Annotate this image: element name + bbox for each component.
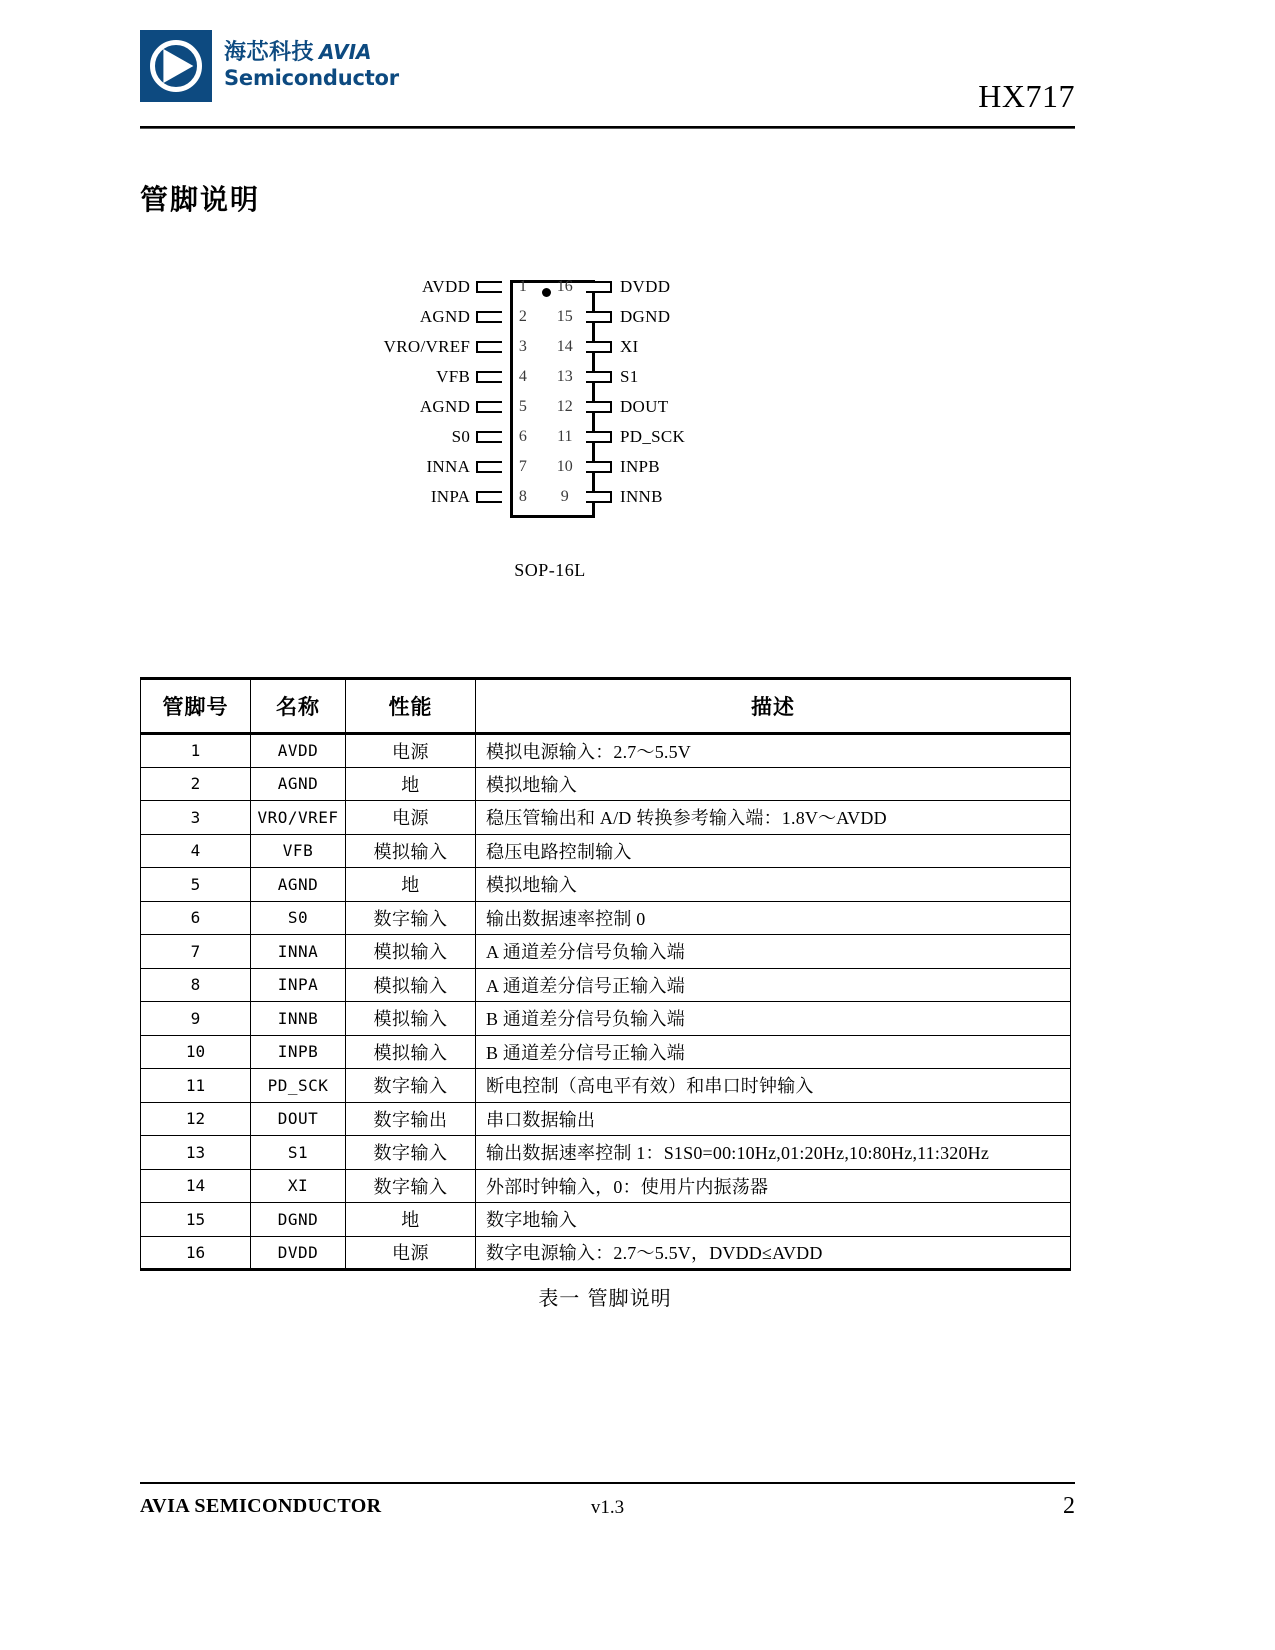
cell-pin-function: 电源 bbox=[346, 734, 476, 768]
column-header-description: 描述 bbox=[476, 679, 1071, 734]
pin-label-left: VFB bbox=[436, 367, 471, 386]
cell-pin-function: 模拟输入 bbox=[346, 968, 476, 1002]
cell-pin-name: VFB bbox=[251, 834, 346, 868]
cell-pin-function: 数字输入 bbox=[346, 901, 476, 935]
cell-pin-number: 12 bbox=[141, 1102, 251, 1136]
table-row bbox=[141, 834, 1071, 868]
table-row bbox=[141, 1169, 1071, 1203]
cell-pin-description: 稳压电路控制输入 bbox=[476, 834, 1071, 868]
cell-pin-name: AVDD bbox=[251, 734, 346, 768]
pin-label-left: VRO/VREF bbox=[383, 337, 471, 356]
pin-label-right: INPB bbox=[619, 457, 660, 476]
cell-pin-function: 地 bbox=[346, 868, 476, 902]
logo-semiconductor-text: Semiconductor bbox=[224, 66, 399, 91]
cell-pin-function: 数字输入 bbox=[346, 1169, 476, 1203]
cell-pin-number: 2 bbox=[141, 767, 251, 801]
pin-number-right: 13 bbox=[556, 368, 573, 385]
table-row bbox=[141, 1203, 1071, 1237]
pin-label-left: AGND bbox=[419, 307, 471, 326]
table-row bbox=[141, 1069, 1071, 1103]
table-row bbox=[141, 1102, 1071, 1136]
footer-company: AVIA SEMICONDUCTOR bbox=[140, 1495, 382, 1517]
table-row bbox=[141, 1035, 1071, 1069]
table-row bbox=[141, 801, 1071, 835]
logo-wordmark bbox=[224, 41, 399, 90]
table-row bbox=[141, 734, 1071, 768]
cell-pin-function: 地 bbox=[346, 767, 476, 801]
pin-label-left: AVDD bbox=[422, 277, 471, 296]
cell-pin-number: 1 bbox=[141, 734, 251, 768]
cell-pin-name: S0 bbox=[251, 901, 346, 935]
cell-pin-number: 5 bbox=[141, 868, 251, 902]
pin-number-right: 10 bbox=[556, 458, 573, 475]
pin-number-left: 7 bbox=[518, 458, 527, 475]
cell-pin-description: 稳压管输出和 A/D 转换参考输入端：1.8V～AVDD bbox=[476, 801, 1071, 835]
cell-pin-number: 13 bbox=[141, 1136, 251, 1170]
pin-number-right: 16 bbox=[556, 278, 573, 295]
pin-lead-right-icon bbox=[586, 461, 612, 473]
table-caption: 表一 管脚说明 bbox=[538, 1286, 672, 1310]
pin-number-right: 11 bbox=[557, 428, 573, 445]
cell-pin-function: 模拟输入 bbox=[346, 834, 476, 868]
pin-lead-right-icon bbox=[586, 371, 612, 383]
cell-pin-number: 15 bbox=[141, 1203, 251, 1237]
cell-pin-number: 10 bbox=[141, 1035, 251, 1069]
cell-pin-description: A 通道差分信号负输入端 bbox=[476, 935, 1071, 969]
pin-number-right: 14 bbox=[556, 338, 573, 355]
company-logo bbox=[140, 30, 399, 102]
cell-pin-description: 数字电源输入：2.7～5.5V，DVDD≤AVDD bbox=[476, 1236, 1071, 1270]
pin-lead-left-icon bbox=[476, 371, 502, 383]
pin-number-left: 2 bbox=[518, 308, 527, 325]
cell-pin-description: 断电控制（高电平有效）和串口时钟输入 bbox=[476, 1069, 1071, 1103]
cell-pin-number: 11 bbox=[141, 1069, 251, 1103]
pin-label-right: XI bbox=[619, 337, 639, 356]
pin-label-right: DOUT bbox=[619, 397, 669, 416]
page-footer bbox=[140, 1495, 1075, 1529]
pin-lead-left-icon bbox=[476, 491, 502, 503]
package-pinout-diagram bbox=[340, 272, 760, 580]
cell-pin-function: 模拟输入 bbox=[346, 935, 476, 969]
pin-lead-right-icon bbox=[586, 311, 612, 323]
pin-lead-left-icon bbox=[476, 341, 502, 353]
page-title: 管脚说明 bbox=[140, 183, 261, 216]
pin-label-left: AGND bbox=[419, 397, 471, 416]
cell-pin-function: 数字输入 bbox=[346, 1136, 476, 1170]
table-row bbox=[141, 1002, 1071, 1036]
table-body bbox=[141, 734, 1071, 1270]
table-row bbox=[141, 767, 1071, 801]
cell-pin-number: 6 bbox=[141, 901, 251, 935]
cell-pin-number: 4 bbox=[141, 834, 251, 868]
cell-pin-name: AGND bbox=[251, 868, 346, 902]
cell-pin-description: 外部时钟输入，0：使用片内振荡器 bbox=[476, 1169, 1071, 1203]
cell-pin-description: 输出数据速率控制 1：S1S0=00:10Hz,01:20Hz,10:80Hz,11:320Hz bbox=[476, 1136, 1071, 1170]
pin-lead-right-icon bbox=[586, 491, 612, 503]
cell-pin-number: 8 bbox=[141, 968, 251, 1002]
table-header-row bbox=[141, 679, 1071, 734]
cell-pin-name: PD_SCK bbox=[251, 1069, 346, 1103]
table-row bbox=[141, 935, 1071, 969]
cell-pin-name: INNA bbox=[251, 935, 346, 969]
pin-lead-right-icon bbox=[586, 431, 612, 443]
cell-pin-function: 地 bbox=[346, 1203, 476, 1237]
cell-pin-name: DOUT bbox=[251, 1102, 346, 1136]
cell-pin-description: 串口数据输出 bbox=[476, 1102, 1071, 1136]
cell-pin-description: 输出数据速率控制 0 bbox=[476, 901, 1071, 935]
pin-number-left: 3 bbox=[518, 338, 527, 355]
cell-pin-function: 模拟输入 bbox=[346, 1035, 476, 1069]
cell-pin-number: 16 bbox=[141, 1236, 251, 1270]
footer-version: v1.3 bbox=[590, 1497, 625, 1518]
table-row bbox=[141, 901, 1071, 935]
cell-pin-description: B 通道差分信号负输入端 bbox=[476, 1002, 1071, 1036]
pin-lead-left-icon bbox=[476, 461, 502, 473]
pin-number-left: 6 bbox=[518, 428, 527, 445]
pin-label-right: DGND bbox=[619, 307, 671, 326]
cell-pin-description: 模拟地输入 bbox=[476, 767, 1071, 801]
cell-pin-description: A 通道差分信号正输入端 bbox=[476, 968, 1071, 1002]
cell-pin-name: DVDD bbox=[251, 1236, 346, 1270]
pin-label-right: S1 bbox=[619, 367, 639, 386]
cell-pin-function: 数字输出 bbox=[346, 1102, 476, 1136]
pin-number-right: 15 bbox=[556, 308, 573, 325]
pin-number-left: 5 bbox=[518, 398, 527, 415]
pin-label-right: INNB bbox=[619, 487, 663, 506]
pin-label-right: DVDD bbox=[619, 277, 671, 296]
pin-number-right: 12 bbox=[556, 398, 573, 415]
pinout-grid bbox=[340, 272, 760, 512]
column-header-function: 性能 bbox=[346, 679, 476, 734]
cell-pin-name: DGND bbox=[251, 1203, 346, 1237]
table-row bbox=[141, 968, 1071, 1002]
footer-page-number: 2 bbox=[1063, 1493, 1075, 1519]
pin-label-left: S0 bbox=[451, 427, 471, 446]
cell-pin-name: AGND bbox=[251, 767, 346, 801]
part-number: HX717 bbox=[978, 78, 1075, 114]
column-header-name: 名称 bbox=[251, 679, 346, 734]
pin-lead-right-icon bbox=[586, 401, 612, 413]
pin-number-left: 8 bbox=[518, 488, 527, 505]
pin-lead-left-icon bbox=[476, 281, 502, 293]
header-divider bbox=[140, 126, 1075, 129]
cell-pin-description: 数字地输入 bbox=[476, 1203, 1071, 1237]
pin-description-table bbox=[140, 677, 1071, 1271]
page-header bbox=[140, 30, 1075, 130]
cell-pin-number: 14 bbox=[141, 1169, 251, 1203]
table-row bbox=[141, 868, 1071, 902]
pin-label-left: INNA bbox=[426, 457, 471, 476]
cell-pin-description: 模拟地输入 bbox=[476, 868, 1071, 902]
cell-pin-function: 电源 bbox=[346, 801, 476, 835]
pin-label-left: INPA bbox=[430, 487, 471, 506]
table-row bbox=[141, 1236, 1071, 1270]
cell-pin-description: B 通道差分信号正输入端 bbox=[476, 1035, 1071, 1069]
cell-pin-name: INPA bbox=[251, 968, 346, 1002]
table-row bbox=[141, 1136, 1071, 1170]
pin-lead-right-icon bbox=[586, 281, 612, 293]
pin-number-right: 9 bbox=[560, 488, 569, 505]
cell-pin-function: 模拟输入 bbox=[346, 1002, 476, 1036]
avia-play-logo-icon bbox=[140, 30, 212, 102]
cell-pin-description: 模拟电源输入：2.7～5.5V bbox=[476, 734, 1071, 768]
pin-lead-left-icon bbox=[476, 401, 502, 413]
logo-triangle-shape bbox=[163, 49, 193, 83]
pin-lead-right-icon bbox=[586, 341, 612, 353]
cell-pin-number: 3 bbox=[141, 801, 251, 835]
pin-number-left: 4 bbox=[518, 368, 527, 385]
cell-pin-name: VRO/VREF bbox=[251, 801, 346, 835]
column-header-pin-number: 管脚号 bbox=[141, 679, 251, 734]
pin-label-right: PD_SCK bbox=[619, 427, 686, 446]
cell-pin-number: 9 bbox=[141, 1002, 251, 1036]
cell-pin-name: INPB bbox=[251, 1035, 346, 1069]
footer-divider bbox=[140, 1482, 1075, 1484]
pin-lead-left-icon bbox=[476, 311, 502, 323]
cell-pin-name: S1 bbox=[251, 1136, 346, 1170]
cell-pin-function: 数字输入 bbox=[346, 1069, 476, 1103]
cell-pin-name: INNB bbox=[251, 1002, 346, 1036]
logo-chinese-name: 海芯科技 bbox=[224, 40, 315, 66]
cell-pin-number: 7 bbox=[141, 935, 251, 969]
cell-pin-function: 电源 bbox=[346, 1236, 476, 1270]
pin-number-left: 1 bbox=[518, 278, 527, 295]
package-caption: SOP-16L bbox=[514, 560, 586, 580]
pin-lead-left-icon bbox=[476, 431, 502, 443]
cell-pin-name: XI bbox=[251, 1169, 346, 1203]
logo-avia-text: AVIA bbox=[319, 40, 372, 65]
